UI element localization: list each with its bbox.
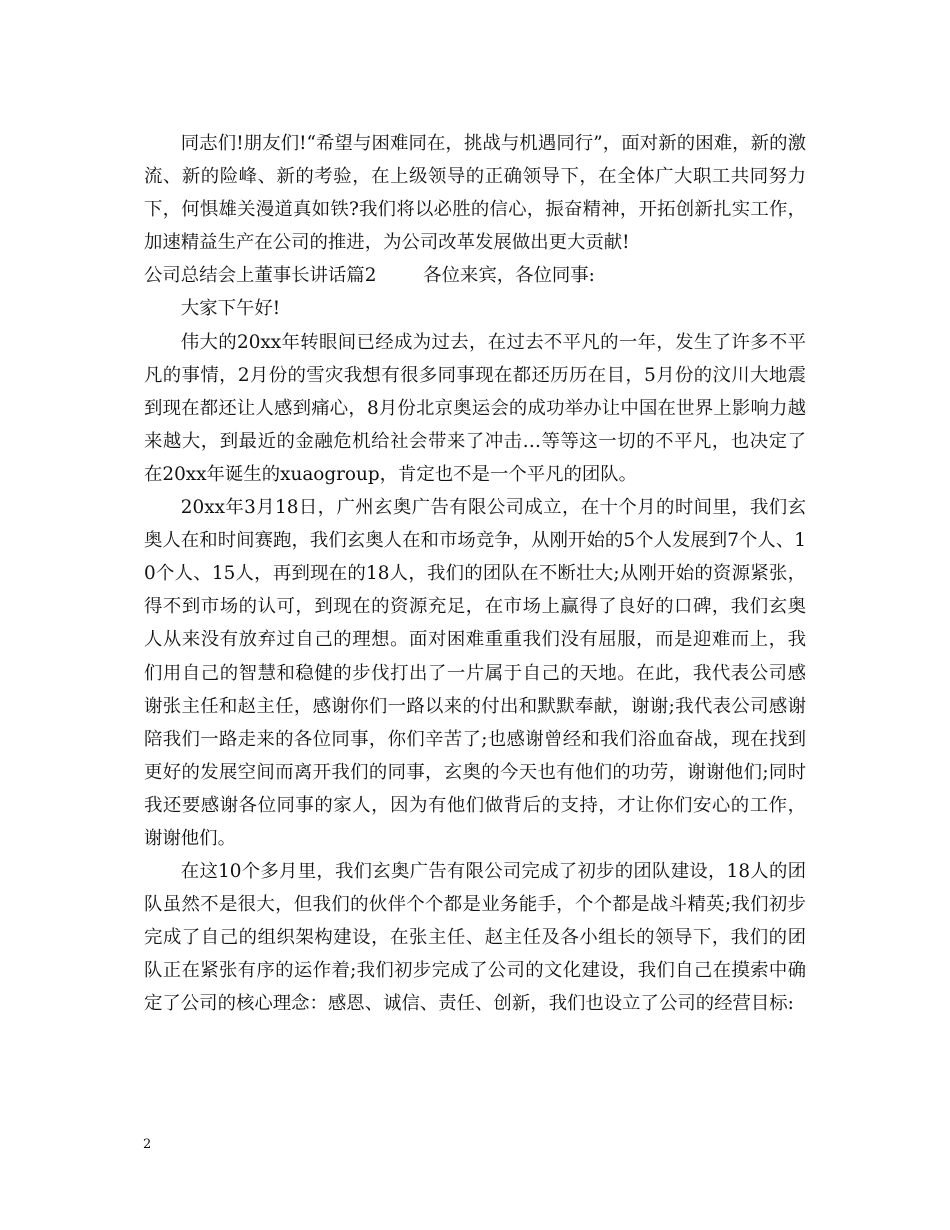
page-number: 2 xyxy=(143,1137,152,1152)
paragraph-greeting: 大家下午好! xyxy=(180,298,281,320)
paragraph-company-founding: 20xx年3月18日，广州玄奥广告有限公司成立，在十个月的时间里，我们玄奥人在和时间赛跑，我们玄奥人在和市场竞争，从刚开始的5个人发展到7个人、10个人、15人，再到现在的18人，我们的团队在不断壮大;从刚开始的资源紧张，得不到市场的认可，到现在的资源充足，在市场上赢得了良好的口碑，我们玄奥人从来没有放弃过自己的理想。面对困难重重我们没有屈服，而是迎难而上，我们用自己的智慧和稳健的步伐打出了一片属于自己的天地。在此，我代表公司感谢张主任和赵主任，感谢你们一路以来的付出和默默奉献，谢谢;我代表公司感谢陪我们一路走来的各位同事，你们辛苦了;也感谢曾经和我们浴血奋战，现在找到更好的发展空间而离开我们的同事，玄奥的今天也有他们的功劳，谢谢他们;同时我还要感谢各位同事的家人，因为有他们做背后的支持，才让你们安心的工作，谢谢他们。 xyxy=(144,497,806,849)
document-body xyxy=(144,127,806,1021)
paragraph-year-review: 伟大的20xx年转眼间已经成为过去，在过去不平凡的一年，发生了许多不平凡的事情，2月份的雪灾我想有很多同事现在都还历历在目，5月份的汶川大地震到现在都还让人感到痛心，8月份北京奥运会的成功举办让中国在世界上影响力越来越大，到最近的金融危机给社会带来了冲击…等等这一切的不平凡，也决定了在20xx年诞生的xuaogroup，肯定也不是一个平凡的团队。 xyxy=(144,331,806,485)
section-heading-speech-2: 公司总结会上董事长讲话篇2 各位来宾，各位同事: xyxy=(144,265,595,287)
paragraph-team-building: 在这10个多月里，我们玄奥广告有限公司完成了初步的团队建设，18人的团队虽然不是很大，但我们的伙伴个个都是业务能手，个个都是战斗精英;我们初步完成了自己的组织架构建设，在张主任、赵主任及各小组长的领导下，我们的团队正在紧张有序的运作着;我们初步完成了公司的文化建设，我们自己在摸索中确定了公司的核心理念：感恩、诚信、责任、创新，我们也设立了公司的经营目标: xyxy=(144,861,806,1015)
paragraph-closing-appeal: 同志们!朋友们!“希望与困难同在，挑战与机遇同行”，面对新的困难，新的激流、新的险峰、新的考验，在上级领导的正确领导下，在全体广大职工共同努力下，何惧雄关漫道真如铁?我们将以必胜的信心，振奋精神，开拓创新扎实工作，加速精益生产在公司的推进，为公司改革发展做出更大贡献! xyxy=(144,133,806,254)
